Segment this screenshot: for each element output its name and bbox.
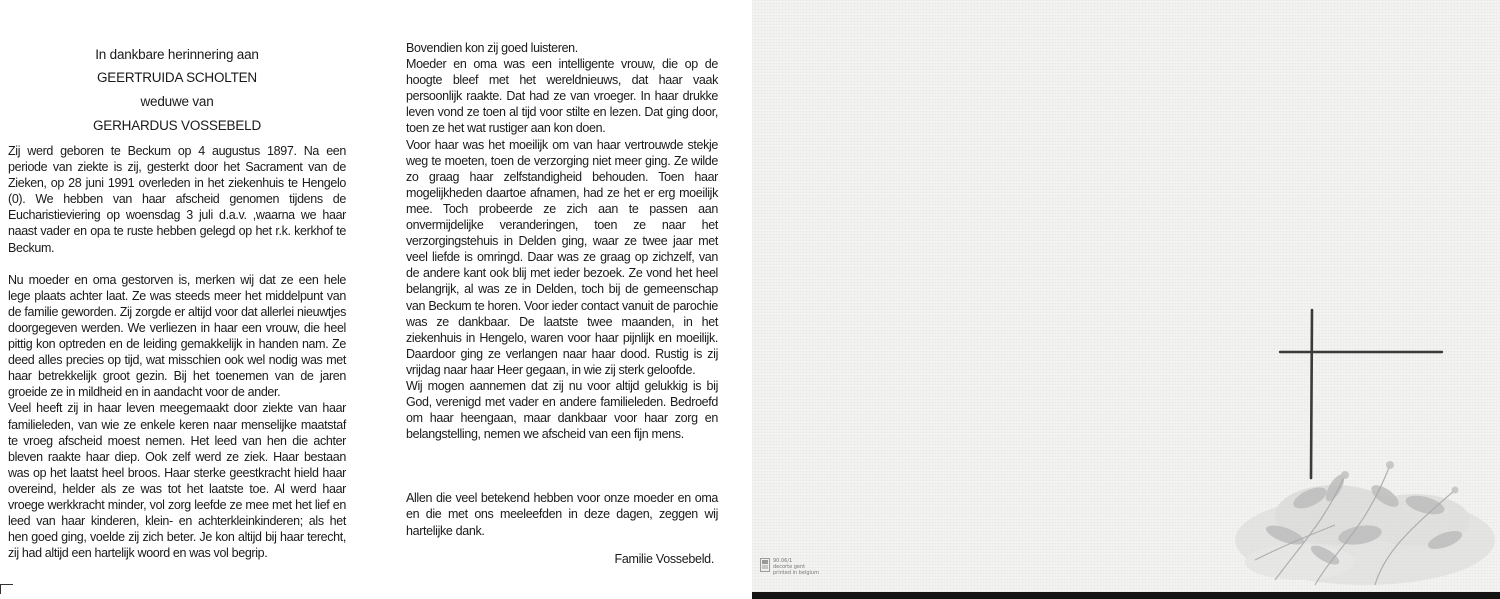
- scan-edge-bar: [752, 592, 1500, 599]
- paragraph-care-home: Voor haar was het moeilijk om van haar vertrouwde stekje weg te moeten, toen de verzorging niet meer ging. Ze wilde zo graag haar zelfstandigheid behouden. Toen haar mogelijkheden daartoe afnamen, had ze het er erg moeilijk mee. Toch probeerde ze zich aan te passen aan onvermijdelijke veranderingen, toen ze naar het verzorgingstehuis in Delden ging, waar ze twee jaar met veel liefde is omringd. Daar was ze graag op zichzelf, van de andere kant ook blij met ieder bezoek. Ze vond het heel belangrijk, al was ze in Delden, toch bij de gemeenschap van Beckum te horen. Voor ieder contact vanuit de parochie was ze dankbaar. De laatste twee maanden, in het ziekenhuis in Hengelo, waren voor haar pijnlijk en moeilijk. Daardoor ging ze verlangen naar haar dood. Rustig is zij vrijdag naar haar Heer gegaan, in wie zij sterk geloofde.: [406, 137, 718, 377]
- paragraph-faith: Wij mogen aannemen dat zij nu voor altijd gelukkig is bij God, verenigd met vader en andere familieleden. Bedroefd om haar heengaan, maar dankbaar voor haar zorg en belangstelling, nemen we afscheid van een fijn mens.: [406, 378, 718, 442]
- heading-widow-of: weduwe van: [140, 94, 214, 109]
- cross-with-flowers-icon: [1215, 300, 1500, 592]
- heading-remembrance: In dankbare herinnering aan: [95, 47, 259, 62]
- paragraph-family-center: Nu moeder en oma gestorven is, merken wij dat ze een hele lege plaats achter laat. Ze was steeds meer het middelpunt van de familie geworden. Zij zorgde er altijd voor dat allerlei nieuwtjes doorgegeven werden. We verliezen in haar een vrouw, die heel pittig kon optreden en de leiding gemakkelijk in handen nam. Ze deed alles precies op tijd, wat misschien ook wel nodig was met haar betrekkelijk groot gezin. Bij het toenemen van de jaren groeide ze in mildheid en in aandacht voor de ander.: [8, 272, 346, 400]
- imprint-publisher: decorte gent: [773, 564, 806, 570]
- family-signature: Familie Vossebeld.: [614, 551, 714, 566]
- deceased-name: GEERTRUIDA SCHOLTEN: [97, 70, 257, 85]
- paragraph-intelligent: Moeder en oma was een intelligente vrouw, die op de hoogte bleef met het wereldnieuws, dat haar vaak persoonlijk raakte. Dat had ze van vroeger. In haar drukke leven vond ze toen al tijd voor stilte en lezen. Dat ging door, toen ze het wat rustiger aan kon doen.: [406, 57, 718, 136]
- printer-logo-icon: [760, 558, 770, 572]
- right-column: [406, 40, 718, 567]
- imprint-text: [773, 558, 819, 576]
- imprint-code: 90.06/1: [773, 558, 793, 564]
- paragraph-thanks: Allen die veel betekend hebben voor onze moeder en oma en die met ons meeleefden in deze dagen, zeggen wij hartelijke dank.: [406, 491, 718, 538]
- paragraph-listen: Bovendien kon zij goed luisteren.: [406, 41, 578, 55]
- spouse-name: GERHARDUS VOSSEBELD: [93, 118, 261, 133]
- printer-imprint: [760, 558, 819, 576]
- paragraph-life-hardships: Veel heeft zij in haar leven meegemaakt door ziekte van haar familieleden, van wie ze enkele keren naar menselijke maatstaf te vroeg afscheid moest nemen. Het leed van hen die achter bleven raakte haar diep. Ook zelf werd ze ziek. Haar bestaan was op het laatst heel broos. Haar sterke geestkracht hield haar overeind, helder als ze was tot het laatste toe. Al werd haar vroege werkkracht minder, vol zorg leefde ze mee met het lief en leed van haar kinderen, klein- en achterkleinkinderen; als het hen goed ging, voelde zij zich beter. Je kon altijd bij haar terecht, zij had altijd een hartelijk woord en was vol begrip.: [8, 401, 346, 561]
- paragraph-birth-death: Zij werd geboren te Beckum op 4 augustus 1897. Na een periode van ziekte is zij, gesterkt door het Sacrament van de Zieken, op 28 juni 1991 overleden in het ziekenhuis te Hengelo (0). We hebben van haar afscheid genomen tijdens de Eucharistieviering op woensdag 3 juli d.a.v. ,waarna we haar naast vader en opa te ruste hebben gelegd op het r.k. kerkhof te Beckum.: [8, 144, 346, 255]
- left-column: [8, 40, 346, 561]
- crop-mark: [0, 584, 13, 594]
- imprint-country: printed in belgium: [773, 570, 819, 576]
